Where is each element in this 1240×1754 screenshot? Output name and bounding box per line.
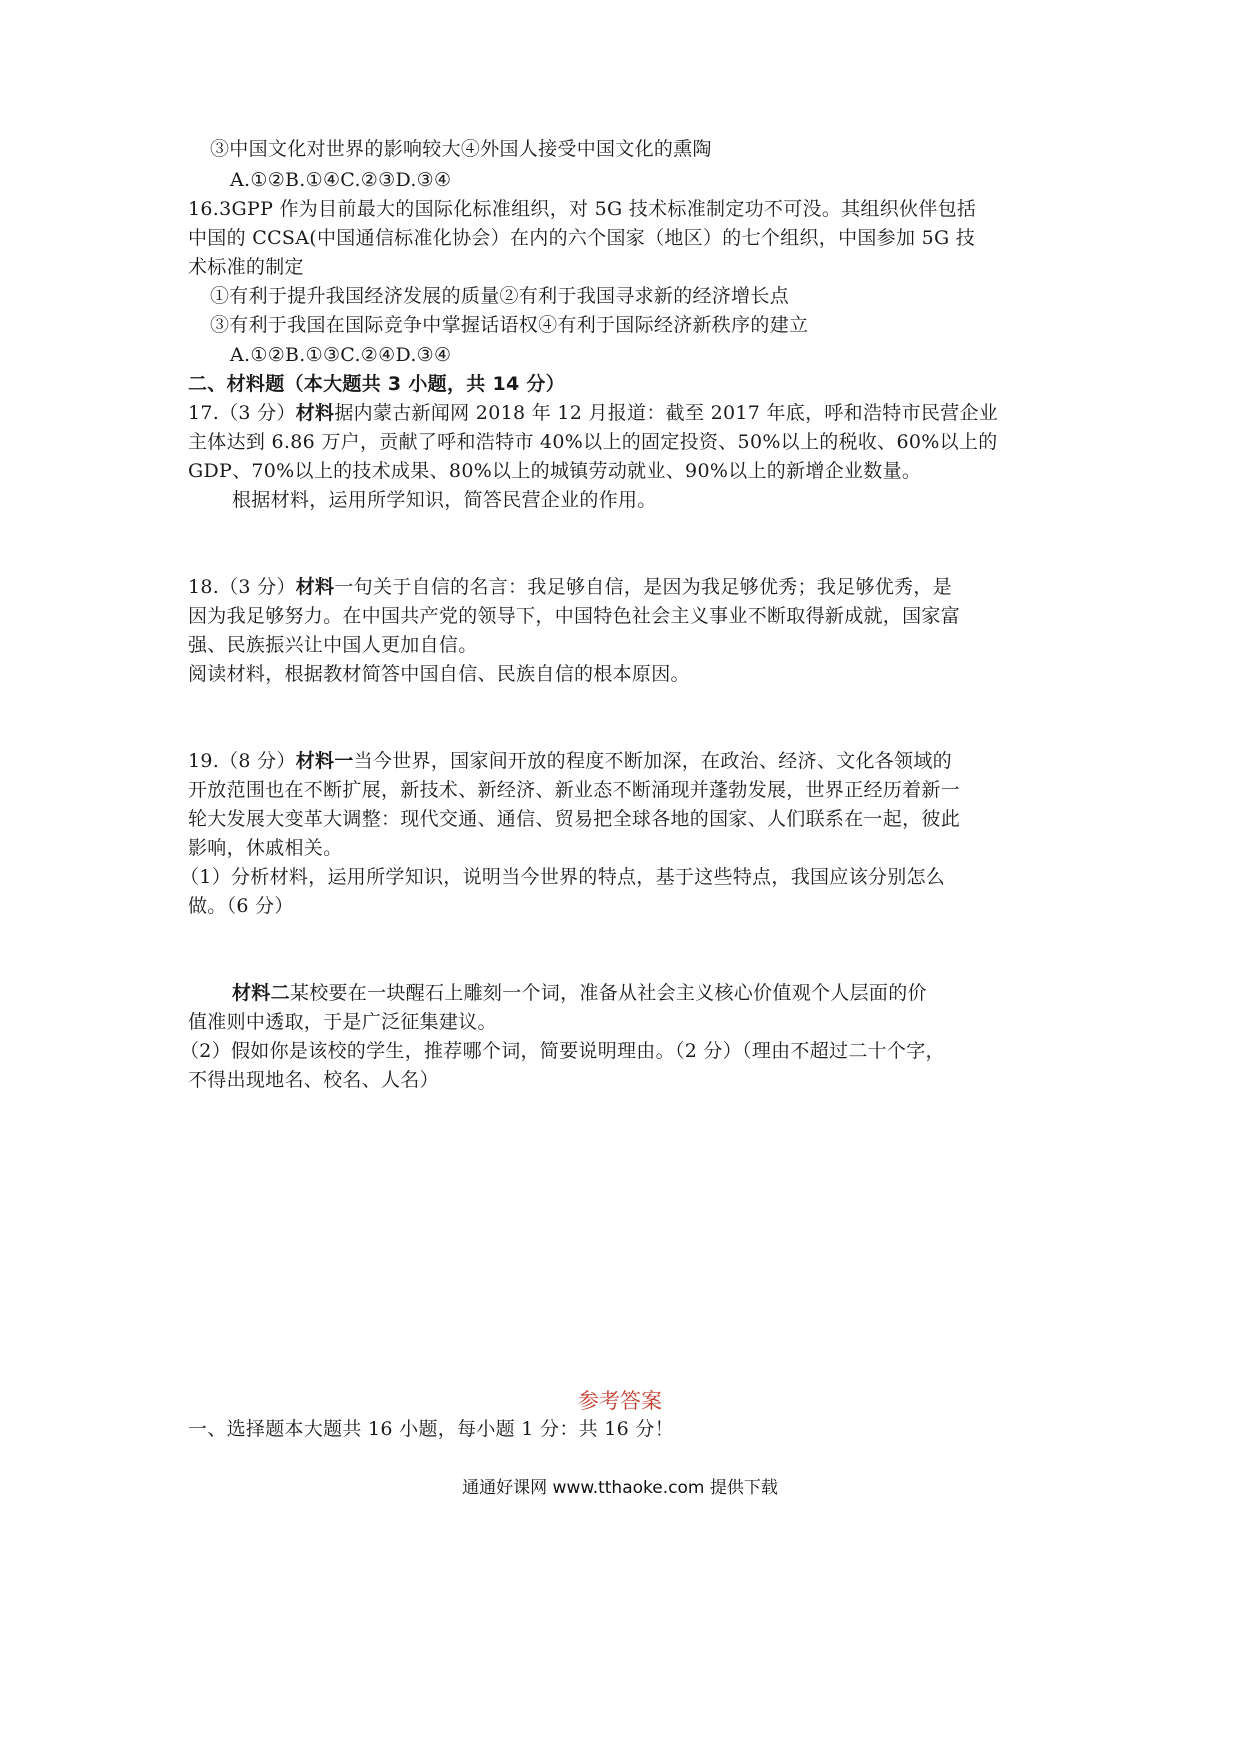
q19-prefix: 19.（8 分） <box>188 750 296 772</box>
answers-title: 参考答案 <box>578 1389 662 1413</box>
q19-line-4: 影响，休戚相关。 <box>188 837 343 859</box>
q18-prefix: 18.（3 分） <box>188 576 296 598</box>
q18-line-1 <box>188 575 952 599</box>
q16-option-2: ③有利于我国在国际竞争中掌握话语权④有利于国际经济新秩序的建立 <box>210 314 809 336</box>
q19-sub1-line-1: （1）分析材料，运用所学知识，说明当今世界的特点，基于这些特点，我国应该分别怎么 <box>180 866 946 888</box>
q19-line-2: 开放范围也在不断扩展，新技术、新经济、新业态不断涌现并蓬勃发展，世界正经历着新一 <box>188 779 961 801</box>
q19-material2-text: 某校要在一块醒石上雕刻一个词，准备从社会主义核心价值观个人层面的价 <box>289 982 927 1004</box>
q19-line-3: 轮大发展大变革大调整：现代交通、通信、贸易把全球各地的国家、人们联系在一起，彼此 <box>188 808 961 830</box>
q19-sub2-line-1: （2）假如你是该校的学生，推荐哪个词，简要说明理由。（2 分）（理由不超过二十个字， <box>180 1040 945 1062</box>
q17-material-label: 材料 <box>295 402 335 424</box>
q17-question: 根据材料，运用所学知识，简答民营企业的作用。 <box>232 489 657 511</box>
q18-material-label: 材料 <box>295 576 335 598</box>
q17-line-3: GDP、70%以上的技术成果、80%以上的城镇劳动就业、90%以上的新增企业数量。 <box>188 460 922 482</box>
q19-material2-label: 材料二 <box>232 982 290 1004</box>
q19-material-label: 材料一 <box>295 750 354 772</box>
q18-line-2: 因为我足够努力。在中国共产党的领导下，中国特色社会主义事业不断取得新成就，国家富 <box>188 605 961 627</box>
q19-text: 当今世界，国家间开放的程度不断加深，在政治、经济、文化各领域的 <box>353 750 952 772</box>
answers-section1: 一、选择题本大题共 16 小题，每小题 1 分：共 16 分！ <box>188 1418 674 1440</box>
q18-question: 阅读材料，根据教材简答中国自信、民族自信的根本原因。 <box>188 663 690 685</box>
q17-line-2: 主体达到 6.86 万户，贡献了呼和浩特市 40%以上的固定投资、50%以上的税收、60%以上的 <box>188 431 998 453</box>
q19-material2-line-1 <box>232 981 927 1005</box>
q19-material2-line-2: 值准则中透取，于是广泛征集建议。 <box>188 1011 497 1033</box>
q19-line-1 <box>188 749 952 773</box>
q18-line-3: 强、民族振兴让中国人更加自信。 <box>188 634 478 656</box>
section2-heading: 二、材料题（本大题共 3 小题，共 14 分） <box>188 373 566 395</box>
q17-line-1 <box>188 401 998 425</box>
q19-sub2-line-2: 不得出现地名、校名、人名） <box>188 1069 439 1091</box>
q16-answers: A.①②B.①③C.②④D.③④ <box>230 344 452 366</box>
q16-stem-3: 术标准的制定 <box>188 256 304 278</box>
q18-text: 一句关于自信的名言：我足够自信，是因为我足够优秀；我足够优秀，是 <box>334 576 952 598</box>
q15-option-line: ③中国文化对世界的影响较大④外国人接受中国文化的熏陶 <box>210 138 712 160</box>
q16-option-1: ①有利于提升我国经济发展的质量②有利于我国寻求新的经济增长点 <box>210 285 790 307</box>
footer-text: 通通好课网 www.tthaoke.com 提供下载 <box>462 1478 778 1498</box>
q17-text: 据内蒙古新闻网 2018 年 12 月报道：截至 2017 年底，呼和浩特市民营企业 <box>334 402 999 424</box>
q17-prefix: 17.（3 分） <box>188 402 296 424</box>
q15-answers: A.①②B.①④C.②③D.③④ <box>230 169 452 191</box>
q16-stem-2: 中国的 CCSA(中国通信标准化协会）在内的六个国家（地区）的七个组织，中国参加 5G 技 <box>188 227 976 249</box>
q16-stem-1: 16.3GPP 作为目前最大的国际化标准组织，对 5G 技术标准制定功不可没。其组织伙伴包括 <box>188 198 977 220</box>
q19-sub1-line-2: 做。（6 分） <box>188 895 294 917</box>
